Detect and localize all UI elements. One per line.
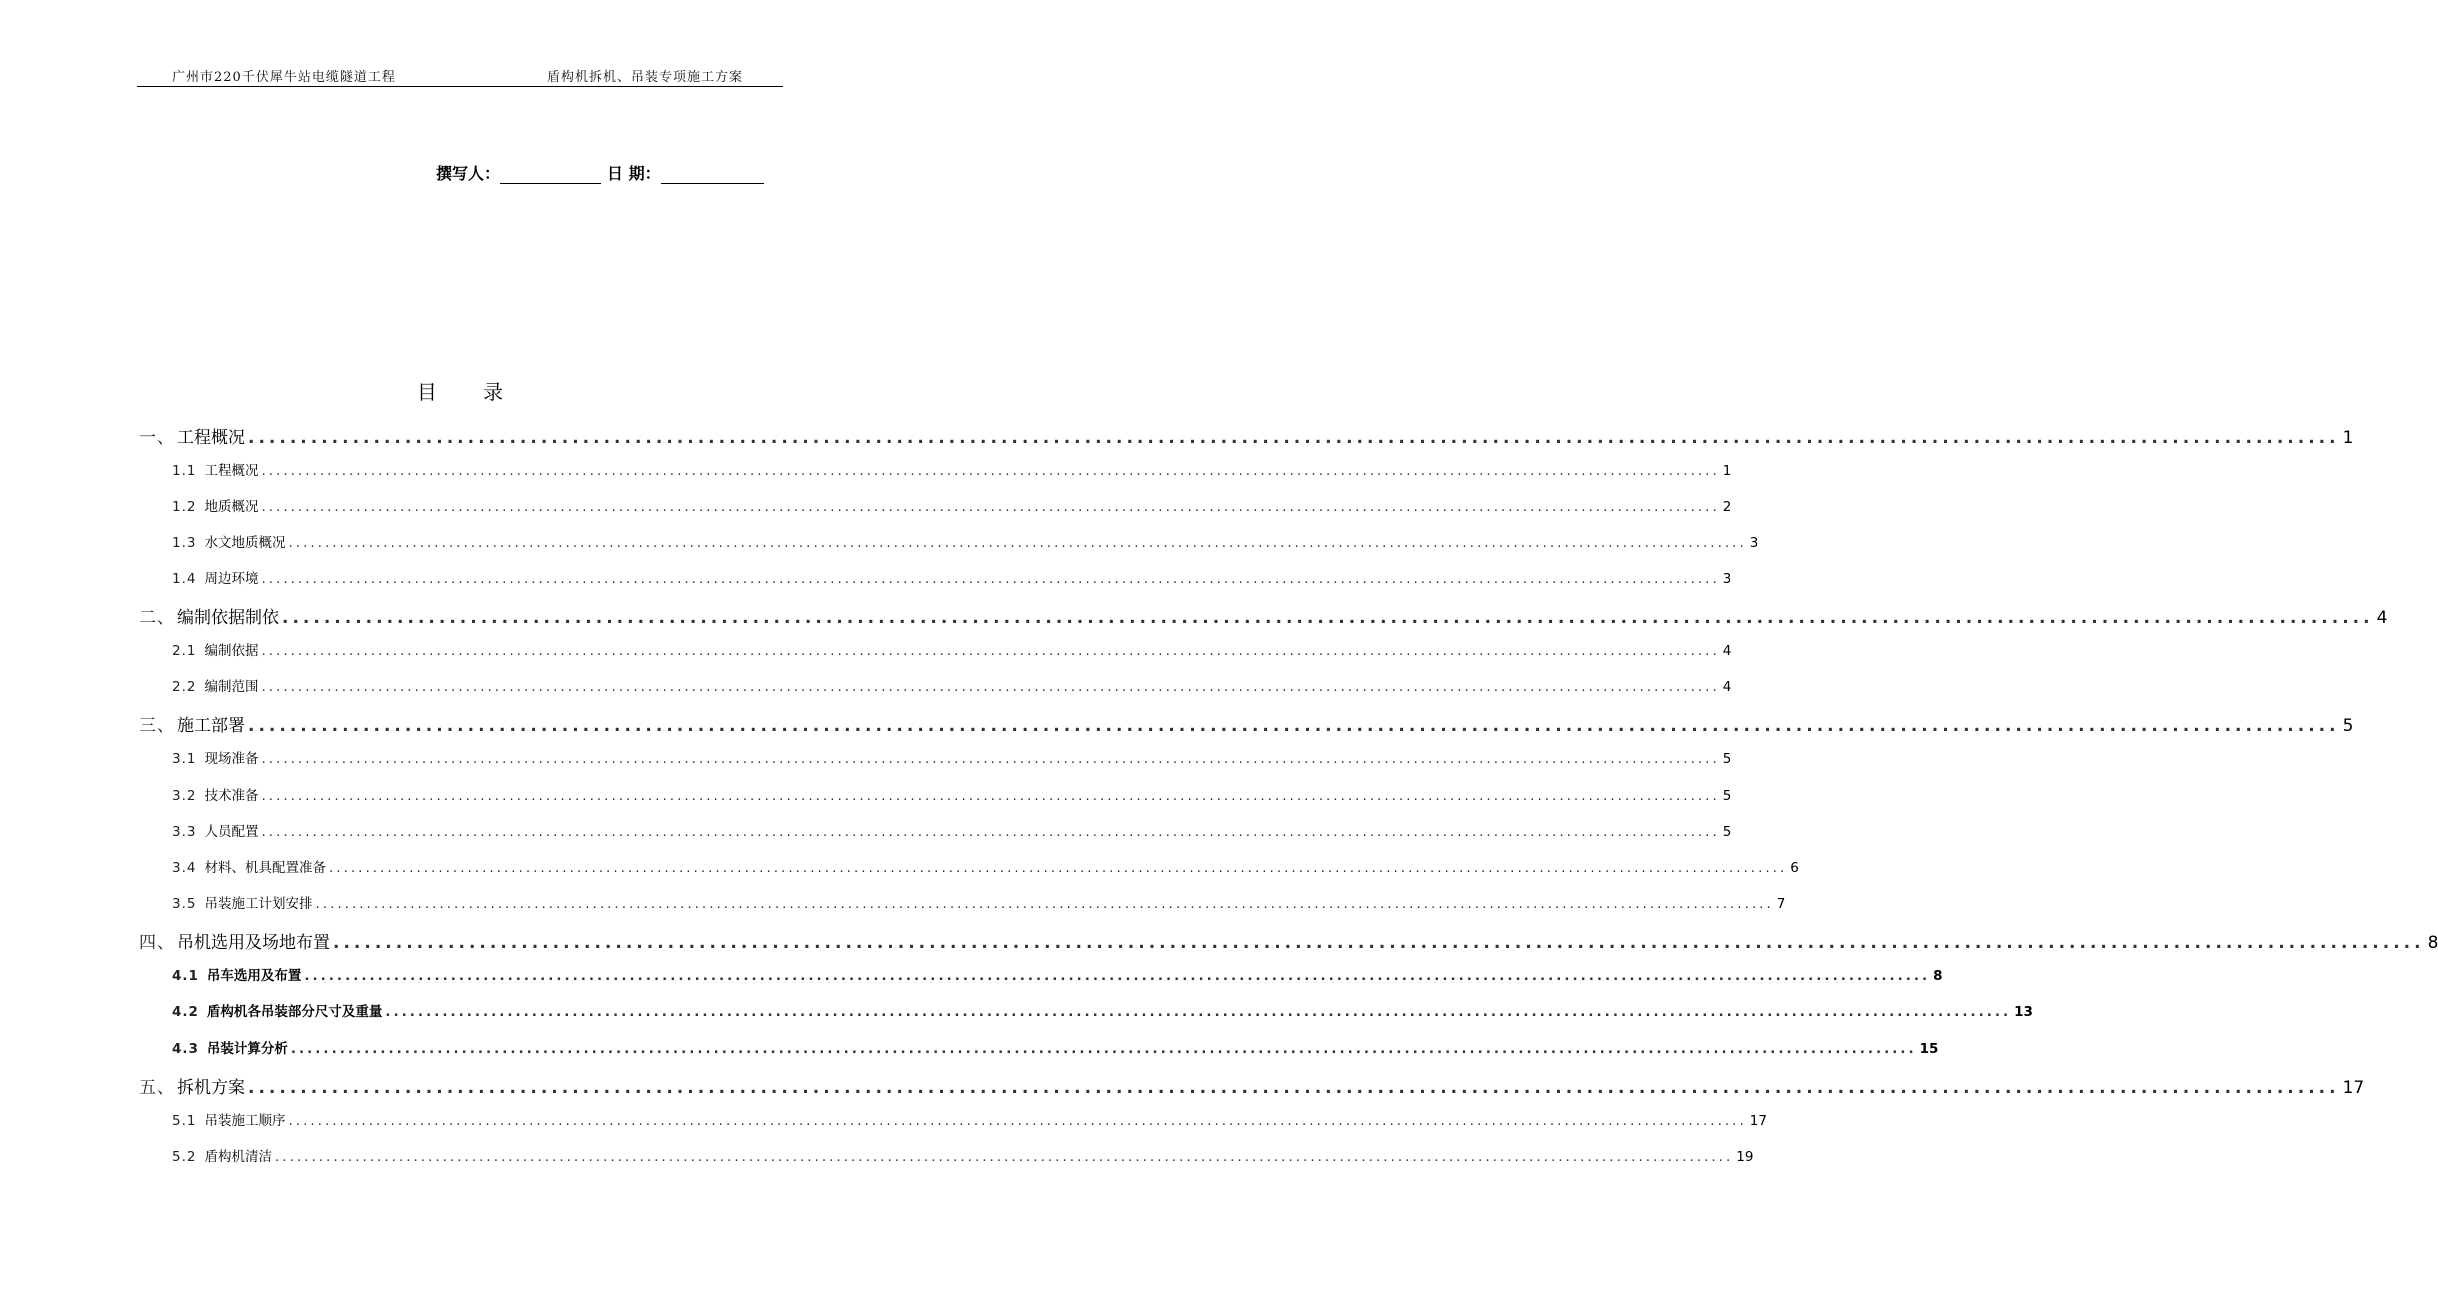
toc-leader-dots: ........................................................................................................................................................................................................ [288,535,1747,551]
toc-entry-title: 吊装施工计划安排 [204,896,313,912]
toc-entry-title: 水文地质概况 [204,535,286,551]
toc-page-number: 3 [1749,535,1759,551]
toc-section-entry[interactable] [172,1000,2033,1020]
toc-leader-dots: ........................................................................................................................................................................................................ [261,679,1720,695]
toc-page-number: 4 [1722,643,1732,659]
toc-leader-dots: ........................................................................................................................................................................................................ [288,1113,1747,1129]
toc-chapter-entry[interactable] [139,928,2438,953]
date-label: 日 期： [607,164,661,183]
toc-entry-number: 3.4 [172,860,197,876]
toc-page-number: 1 [1722,463,1732,479]
toc-entry-number: 2.2 [172,679,197,695]
toc-entry-number: 1.1 [172,463,197,479]
toc-chapter-entry[interactable] [139,603,2388,628]
toc-leader-dots: ........................................................................................................................................................................................................ [385,1004,2012,1020]
toc-entry-title: 人员配置 [204,824,259,840]
toc-section-entry[interactable] [172,964,1943,984]
toc-chapter-entry[interactable] [139,423,2354,448]
toc-leader-dots: ........................................................................................................................................................................................................ [261,463,1720,479]
toc-entry-number: 1.2 [172,499,197,515]
toc-entry-title: 吊机选用及场地布置 [177,933,330,953]
toc-leader-dots: ........................................................................................................................................................................................................ [261,751,1720,767]
toc-section-entry[interactable] [172,1037,1939,1057]
toc-title: 目 录 [416,380,524,404]
toc-entry-title: 材料、机具配置准备 [204,860,326,876]
toc-entry-number: 2.1 [172,643,197,659]
toc-page-number: 5 [1722,751,1732,767]
toc-page-number: 6 [1790,860,1799,876]
toc-page-number: 2 [1722,499,1732,515]
toc-section-entry[interactable] [172,495,1732,515]
toc-entry-title: 施工部署 [177,716,245,736]
toc-leader-dots: ........................................................................................................................................................................................................ [261,788,1720,804]
toc-page-number: 5 [1722,824,1732,840]
toc-entry-number: 三、 [139,716,175,736]
toc-page-number: 17 [1749,1113,1767,1129]
toc-entry-title: 吊车选用及布置 [206,968,302,984]
toc-leader-dots: ........................................................................................................................................................................................................ [328,860,1788,876]
toc-entry-number: 5.1 [172,1113,197,1129]
toc-entry-number: 4.3 [172,1041,199,1057]
toc-entry-title: 编制依据 [204,643,259,659]
toc-leader-dots: ........................................................................................................................................................................................................ [282,608,2374,628]
toc-section-entry[interactable] [172,892,1786,912]
toc-entry-title: 编制范围 [204,679,259,695]
toc-leader-dots: ........................................................................................................................................................................................................ [261,571,1720,587]
toc-section-entry[interactable] [172,459,1732,479]
toc-section-entry[interactable] [172,567,1732,587]
toc-page-number: 5 [1722,788,1732,804]
toc-entry-title: 吊装计算分析 [206,1041,288,1057]
toc-entry-title: 技术准备 [204,788,259,804]
toc-entry-number: 4.1 [172,968,199,984]
toc-leader-dots: ........................................................................................................................................................................................................ [248,716,2340,736]
toc-page-number: 3 [1722,571,1732,587]
toc-section-entry[interactable] [172,784,1732,804]
toc-entry-number: 3.5 [172,896,197,912]
toc-leader-dots: ........................................................................................................................................................................................................ [315,896,1774,912]
toc-page-number: 13 [2014,1004,2033,1020]
toc-entry-number: 4.2 [172,1004,199,1020]
toc-entry-title: 周边环境 [204,571,259,587]
toc-entry-title: 拆机方案 [177,1078,245,1098]
toc-leader-dots: ........................................................................................................................................................................................................ [261,643,1720,659]
toc-leader-dots: ........................................................................................................................................................................................................ [261,824,1720,840]
toc-entry-number: 3.2 [172,788,197,804]
toc-section-entry[interactable] [172,820,1732,840]
toc-page-number: 17 [2342,1078,2365,1098]
toc-chapter-entry[interactable] [139,1073,2365,1098]
toc-section-entry[interactable] [172,531,1759,551]
author-blank-field[interactable] [500,165,601,184]
toc-entry-title: 编制依据制依 [177,608,279,628]
toc-entry-title: 盾构机清洁 [204,1149,272,1165]
toc-entry-title: 地质概况 [204,499,259,515]
toc-entry-title: 工程概况 [177,428,245,448]
toc-entry-number: 五、 [139,1078,175,1098]
toc-page-number: 1 [2342,428,2354,448]
toc-leader-dots: ........................................................................................................................................................................................................ [290,1041,1917,1057]
author-date-line [436,161,764,184]
toc-page-number: 5 [2342,716,2354,736]
toc-leader-dots: ........................................................................................................................................................................................................ [304,968,1931,984]
header-divider [137,86,783,87]
toc-entry-title: 现场准备 [204,751,259,767]
toc-section-entry[interactable] [172,675,1732,695]
toc-entry-title: 吊装施工顺序 [204,1113,286,1129]
toc-entry-number: 一、 [139,428,175,448]
toc-leader-dots: ........................................................................................................................................................................................................ [274,1149,1734,1165]
toc-entry-number: 3.1 [172,751,197,767]
toc-entry-number: 3.3 [172,824,197,840]
toc-section-entry[interactable] [172,856,1799,876]
toc-leader-dots: ........................................................................................................................................................................................................ [333,933,2425,953]
toc-page-number: 8 [2427,933,2438,953]
toc-leader-dots: ........................................................................................................................................................................................................ [248,428,2340,448]
toc-page-number: 7 [1776,896,1786,912]
toc-entry-number: 5.2 [172,1149,197,1165]
toc-page-number: 4 [2376,608,2388,628]
toc-page-number: 15 [1919,1041,1939,1057]
toc-section-entry[interactable] [172,639,1732,659]
header-project-name: 广州市220千伏犀牛站电缆隧道工程 [172,70,396,85]
toc-entry-title: 盾构机各吊装部分尺寸及重量 [206,1004,383,1020]
toc-section-entry[interactable] [172,1145,1754,1165]
toc-entry-number: 四、 [139,933,175,953]
toc-entry-title: 工程概况 [204,463,259,479]
toc-leader-dots: ........................................................................................................................................................................................................ [261,499,1720,515]
toc-page-number: 19 [1736,1149,1754,1165]
toc-chapter-entry[interactable] [139,711,2354,736]
toc-entry-number: 1.3 [172,535,197,551]
toc-leader-dots: ........................................................................................................................................................................................................ [248,1078,2340,1098]
toc-entry-number: 1.4 [172,571,197,587]
toc-page-number: 4 [1722,679,1732,695]
toc-section-entry[interactable] [172,747,1732,767]
date-blank-field[interactable] [661,165,764,184]
author-label: 撰写人： [436,164,501,183]
toc-page-number: 8 [1933,968,1943,984]
header-document-title: 盾构机拆机、吊装专项施工方案 [547,70,744,85]
toc-section-entry[interactable] [172,1109,1767,1129]
toc-entry-number: 二、 [139,608,175,628]
